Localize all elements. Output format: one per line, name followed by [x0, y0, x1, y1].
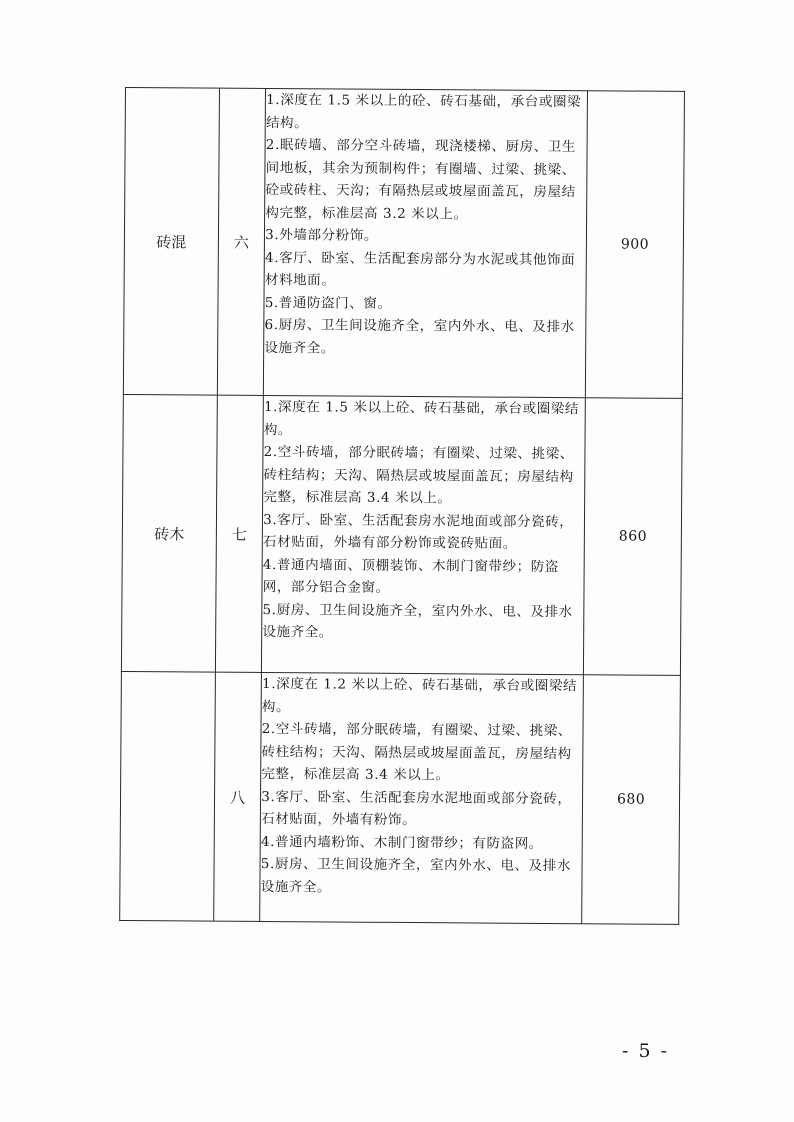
description-line: 5.厨房、卫生间设施齐全，室内外水、电、及排水设施齐全。	[262, 601, 573, 641]
price-cell: 900	[585, 91, 684, 399]
description-cell	[262, 395, 586, 674]
description-line: 3.客厅、卧室、生活配套房水泥地面或部分瓷砖，石材贴面，外墙有部分粉饰或瓷砖贴面。	[263, 511, 574, 552]
price-cell: 680	[582, 675, 681, 925]
description-line: 1.深度在 1.2 米以上砼、砖石基础，承台或圈梁结构。	[261, 675, 578, 715]
price-cell: 860	[584, 398, 683, 676]
description-line: 2.空斗砖墙，部分眠砖墙，有圈梁、过梁、挑梁、砖柱结构；天沟、隔热层或坡屋面盖瓦，房屋结构完整，标准层高 3.4 米以上。	[261, 720, 572, 784]
description-cell	[264, 88, 588, 397]
grade-cell: 七	[215, 395, 263, 672]
description-line: 5.厨房、卫生间设施齐全，室内外水、电、及排水设施齐全。	[260, 855, 572, 895]
description-line: 5.普通防盗门、窗。	[264, 294, 392, 312]
description-line: 4.客厅、卧室、生活配套房部分为水泥或其他饰面材料地面。	[264, 249, 576, 289]
table-row	[120, 671, 681, 924]
description-line: 2.眠砖墙、部分空斗砖墙，现浇楼梯、厨房、卫生间地板，其余为预制构件；有圈墙、过梁、挑梁、砼或砖柱、天沟；有隔热层或坡屋面盖瓦，房屋结构完整，标准层高 3.2 米以上。	[265, 136, 577, 222]
description-line: 4.普通内墙面、顶棚装饰、木制门窗带纱；防盗网，部分铝合金窗。	[262, 556, 560, 596]
description-line: 1.深度在 1.5 米以上的砼、砖石基础，承台或圈梁结构。	[265, 91, 582, 131]
grade-cell: 八	[214, 672, 262, 921]
description-cell	[260, 672, 584, 923]
description-line: 2.空斗砖墙，部分眠砖墙；有圈梁、过梁、挑梁、砖柱结构；天沟、隔热层或坡屋面盖瓦；房屋结构完整，标准层高 3.4 米以上。	[263, 443, 574, 507]
description-line: 3.外墙部分粉饰。	[265, 226, 379, 244]
page-number: - 5 -	[622, 1040, 670, 1062]
table-row	[121, 394, 682, 675]
grade-cell: 六	[217, 88, 266, 395]
table-row	[123, 88, 684, 399]
description-line: 3.客厅、卧室、生活配套房水泥地面或部分瓷砖，石材贴面，外墙有粉饰。	[261, 788, 572, 829]
structure-type-cell: 砖木	[121, 394, 217, 672]
description-line: 6.厨房、卫生间设施齐全，室内外水、电、及排水设施齐全。	[264, 316, 575, 356]
structure-type-cell: 砖混	[123, 88, 219, 396]
structure-type-cell	[120, 671, 216, 921]
description-line: 4.普通内墙粉饰、木制门窗带纱；有防盗网。	[260, 833, 544, 852]
building-grade-table	[119, 87, 685, 925]
description-line: 1.深度在 1.5 米以上砼、砖石基础，承台或圈梁结构。	[263, 398, 580, 438]
